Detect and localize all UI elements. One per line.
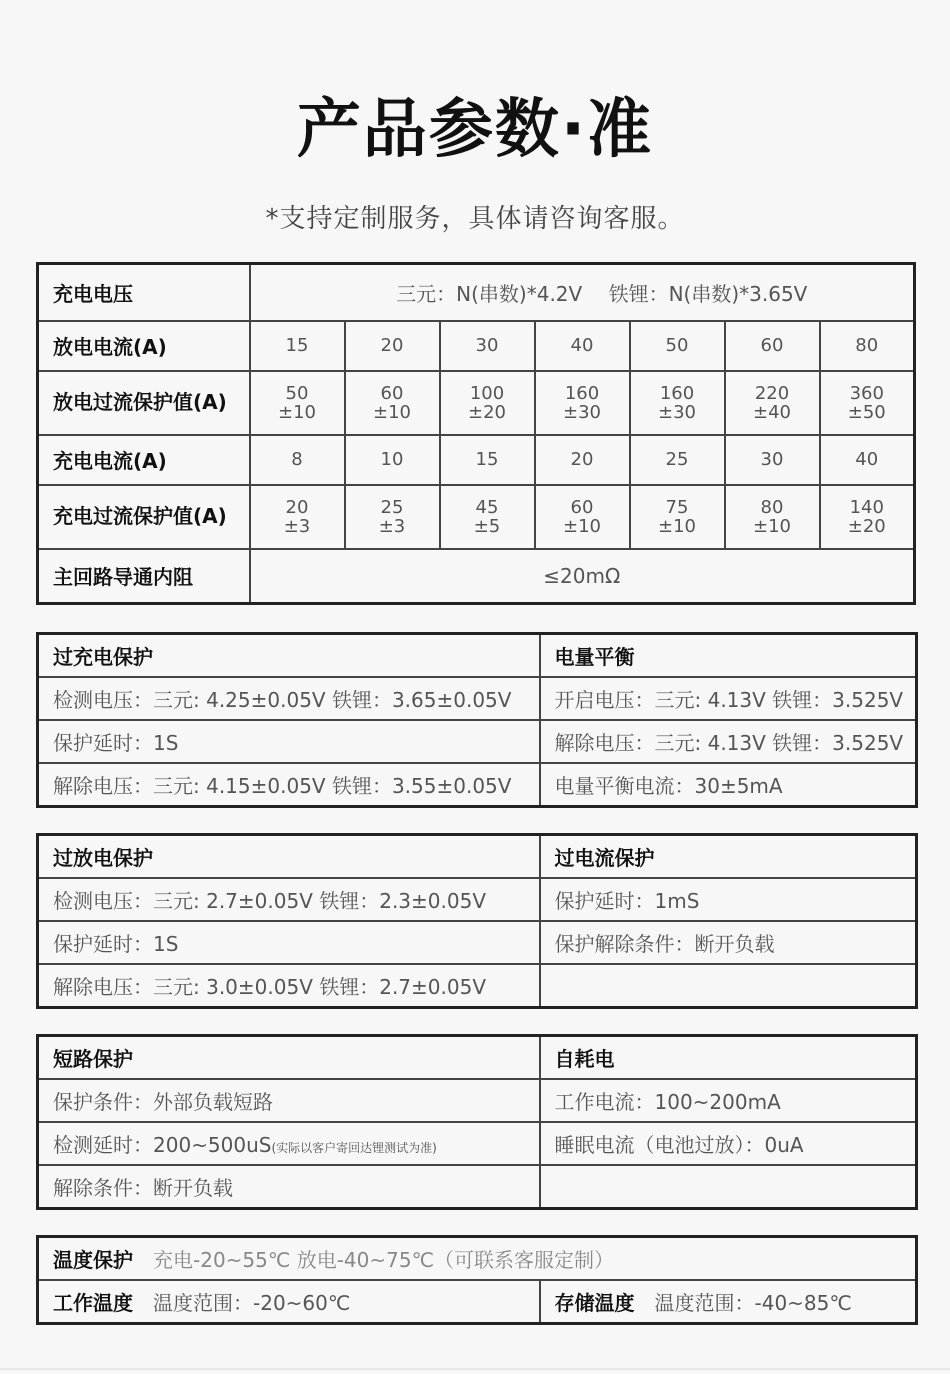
empty-cell [540, 1165, 917, 1209]
overcharge-detect-voltage: 检测电压：三元: 4.25±0.05V 铁锂：3.65±0.05V [38, 677, 540, 720]
table-cell: 30 [440, 321, 535, 371]
work-temperature-value: 温度范围：-20~60℃ [153, 1291, 351, 1315]
table-cell: 50 ±10 [250, 371, 345, 435]
short-condition: 保护条件：外部负载短路 [38, 1079, 540, 1122]
row-label: 充电电流(A) [38, 435, 250, 485]
table-cell: 80 ±10 [725, 485, 820, 549]
row-label: 充电过流保护值(A) [38, 485, 250, 549]
table-cell: 80 [820, 321, 915, 371]
work-current: 工作电流：100~200mA [540, 1079, 917, 1122]
table-cell: 160 ±30 [535, 371, 630, 435]
charge-voltage-label: 充电电压 [38, 264, 250, 321]
table-cell: 60 ±10 [535, 485, 630, 549]
discharge-current-row [38, 321, 915, 371]
overcharge-title: 过充电保护 [38, 634, 540, 678]
overcharge-delay: 保护延时：1S [38, 720, 540, 763]
table-cell: 15 [250, 321, 345, 371]
temperature-protection [38, 1237, 917, 1281]
table-cell: 8 [250, 435, 345, 485]
short-note: (实际以客户寄回达锂测试为准) [271, 1141, 437, 1155]
page-title: 产品参数·准 [296, 93, 654, 167]
balance-release-voltage: 解除电压：三元: 4.13V 铁锂：3.525V [540, 720, 917, 763]
table-cell: 100 ±20 [440, 371, 535, 435]
temperature-protection-label: 温度保护 [53, 1248, 133, 1272]
table-cell: 25 ±3 [345, 485, 440, 549]
overcurrent-title: 过电流保护 [540, 835, 917, 879]
table-cell: 60 ±10 [345, 371, 440, 435]
balance-start-voltage: 开启电压：三元: 4.13V 铁锂：3.525V [540, 677, 917, 720]
sleep-current: 睡眠电流（电池过放）：0uA [540, 1122, 917, 1165]
charge-overcurrent-row [38, 485, 915, 549]
table-cell: 45 ±5 [440, 485, 535, 549]
storage-temperature [540, 1280, 917, 1324]
short-self-consumption-table [36, 1034, 918, 1210]
page-subtitle: *支持定制服务，具体请咨询客服。 [265, 204, 685, 234]
table-cell: 50 [630, 321, 725, 371]
work-temperature-label: 工作温度 [53, 1291, 133, 1315]
empty-cell [540, 964, 917, 1008]
overcharge-balance-table [36, 632, 918, 808]
charge-voltage-value: 三元：N(串数)*4.2V 铁锂：N(串数)*3.65V [250, 264, 915, 321]
table-cell: 40 [535, 321, 630, 371]
short-detect-delay: 检测延时：200~500uS(实际以客户寄回达锂测试为准) [38, 1122, 540, 1165]
overdischarge-detect-voltage: 检测电压：三元: 2.7±0.05V 铁锂：2.3±0.05V [38, 878, 540, 921]
row-label: 放电过流保护值(A) [38, 371, 250, 435]
table-cell: 20 [535, 435, 630, 485]
short-release: 解除条件：断开负载 [38, 1165, 540, 1209]
storage-temperature-label: 存储温度 [554, 1291, 635, 1315]
table-cell: 75 ±10 [630, 485, 725, 549]
table-cell: 15 [440, 435, 535, 485]
balance-current: 电量平衡电流：30±5mA [540, 763, 917, 807]
temperature-protection-value: 充电-20~55℃ 放电-40~75℃（可联系客服定制） [153, 1248, 615, 1272]
row-label: 放电电流(A) [38, 321, 250, 371]
table-cell: 140 ±20 [820, 485, 915, 549]
overcurrent-release: 保护解除条件：断开负载 [540, 921, 917, 964]
short-title: 短路保护 [38, 1036, 540, 1080]
resistance-value: ≤20mΩ [250, 549, 915, 604]
resistance-label: 主回路导通内阻 [38, 549, 250, 604]
charge-voltage-row [38, 264, 915, 321]
table-cell: 160 ±30 [630, 371, 725, 435]
overcharge-release-voltage: 解除电压：三元: 4.15±0.05V 铁锂：3.55±0.05V [38, 763, 540, 807]
balance-title: 电量平衡 [540, 634, 917, 678]
overdischarge-release-voltage: 解除电压：三元: 3.0±0.05V 铁锂：2.7±0.05V [38, 964, 540, 1008]
overdischarge-overcurrent-table [36, 833, 918, 1009]
table-cell: 220 ±40 [725, 371, 820, 435]
temperature-table [36, 1235, 918, 1325]
discharge-overcurrent-row [38, 371, 915, 435]
table-cell: 10 [345, 435, 440, 485]
overdischarge-delay: 保护延时：1S [38, 921, 540, 964]
table-cell: 60 [725, 321, 820, 371]
table-cell: 30 [725, 435, 820, 485]
bottom-divider [0, 1368, 950, 1370]
self-consumption-title: 自耗电 [540, 1036, 917, 1080]
table-cell: 20 [345, 321, 440, 371]
table-cell: 25 [630, 435, 725, 485]
work-temperature [38, 1280, 540, 1324]
table-cell: 360 ±50 [820, 371, 915, 435]
charge-current-row [38, 435, 915, 485]
table-cell: 20 ±3 [250, 485, 345, 549]
overcurrent-delay: 保护延时：1mS [540, 878, 917, 921]
main-parameter-table [36, 262, 916, 605]
resistance-row [38, 549, 915, 604]
overdischarge-title: 过放电保护 [38, 835, 540, 879]
table-cell: 40 [820, 435, 915, 485]
storage-temperature-value: 温度范围：-40~85℃ [654, 1291, 852, 1315]
